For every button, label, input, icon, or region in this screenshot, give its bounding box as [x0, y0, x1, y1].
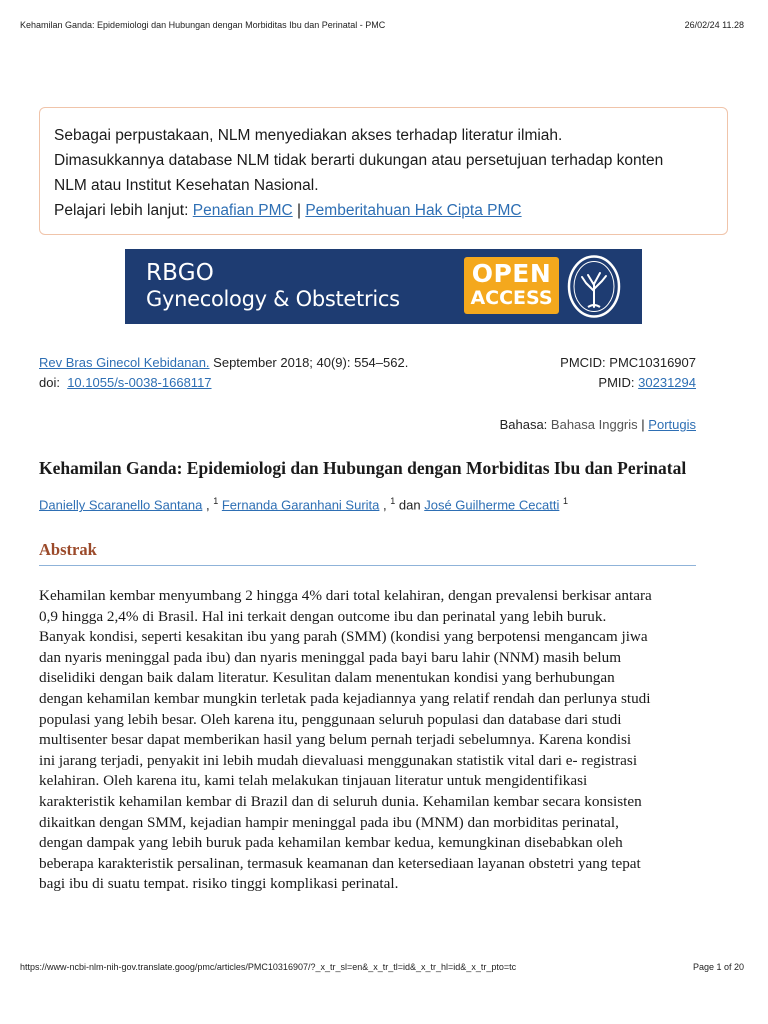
open-access-word-open: OPEN — [471, 259, 552, 288]
journal-name-line-1: RBGO — [146, 260, 215, 286]
nlm-notice-box — [39, 107, 728, 235]
tree-seal-icon — [566, 253, 622, 320]
abstract-line: bagi ibu di suatu tempat. risiko tinggi komplikasi perinatal. — [39, 875, 399, 893]
pmcid: PMCID: PMC10316907 — [560, 355, 696, 370]
author-link-1[interactable]: Danielly Scaranello Santana — [39, 497, 203, 513]
print-footer-page: Page 1 of 20 — [692, 962, 744, 972]
author-link-3[interactable]: José Guilherme Cecatti — [424, 497, 560, 513]
open-access-word-access: ACCESS — [470, 287, 553, 309]
language-selector — [500, 417, 696, 432]
language-current: Bahasa Inggris — [550, 417, 638, 432]
journal-banner[interactable] — [125, 249, 642, 324]
journal-link[interactable]: Rev Bras Ginecol Kebidanan. — [39, 355, 210, 370]
abstract-line: karakteristik kehamilan kembar di Brazil dan di seluruh dunia. Kehamilan kembar secara konsisten — [39, 792, 642, 810]
author-list — [39, 496, 568, 512]
doi-link[interactable]: 10.1055/s-0038-1668117 — [67, 375, 212, 390]
abstract-line: beberapa karakteristik persalinan, termasuk keamanan dan ketersediaan layanan obstetri yang tepat — [39, 854, 641, 872]
abstract-line: dengan kehamilan kembar mungkin terletak pada kejadiannya yang relatif rendah dan perlunya studi — [39, 689, 651, 707]
notice-line-1: Sebagai perpustakaan, NLM menyediakan akses terhadap literatur ilmiah. — [54, 127, 563, 144]
pmid-label: PMID: — [598, 375, 635, 390]
pmc-copyright-link[interactable]: Pemberitahuan Hak Cipta PMC — [305, 202, 522, 219]
pmc-disclaimer-link[interactable]: Penafian PMC — [192, 202, 293, 219]
abstract-line: dan nyaris meninggal pada ibu) dan nyaris meninggal pada bayi baru lahir (NNM) masih belum — [39, 648, 622, 666]
abstract-line: Kehamilan kembar menyumbang 2 hingga 4% dari total kelahiran, dengan prevalensi berkisar antara — [39, 587, 652, 604]
abstract-line: kelahiran. Oleh karena itu, kami telah melakukan tinjauan literatur untuk mengidentifikasi — [39, 772, 588, 790]
abstract-divider — [39, 565, 696, 566]
author-and: dan — [398, 497, 421, 513]
abstract-line: populasi yang lebih besar. Oleh karena itu, penggunaan seluruh populasi dan database dari studi — [39, 710, 622, 728]
print-footer-url: https://www-ncbi-nlm-nih-gov.translate.goog/pmc/articles/PMC10316907/?_x_tr_sl=en&_x_tr_tl=id&_x_tr_hl=id&_x_tr_pto=tc — [20, 962, 517, 972]
citation-line — [39, 355, 696, 370]
link-separator: | — [297, 202, 302, 219]
abstract-line: ini jarang terjadi, penyakit ini lebih mudah dievaluasi menggunakan statistik vital dari e- registrasi — [39, 751, 638, 769]
affiliation-sup[interactable]: 1 — [562, 496, 568, 506]
print-footer — [20, 962, 744, 974]
abstract-heading: Abstrak — [39, 540, 97, 559]
abstract-line: dikaitkan dengan SMM, kejadian hampir meninggal pada ibu (MNM) dan morbiditas perinatal, — [39, 813, 619, 831]
language-separator: | — [641, 417, 645, 432]
abstract-line: Banyak kondisi, seperti kesakitan ibu yang parah (SMM) (kondisi yang berpotensi mengancam jiwa — [39, 628, 648, 646]
affiliation-sup[interactable]: 1 — [213, 496, 219, 506]
doi-label: doi: — [39, 375, 60, 390]
language-portuguese-link[interactable]: Portugis — [648, 417, 696, 432]
journal-name-line-2: Gynecology & Obstetrics — [146, 287, 400, 311]
abstract-line: diselidiki dengan baik dalam literatur. Kesulitan dalam menentukan kondisi yang berhubungan — [39, 669, 615, 687]
citation-details: September 2018; 40(9): 554–562. — [213, 355, 409, 370]
notice-learn-more — [54, 198, 727, 223]
open-access-badge — [464, 257, 559, 314]
article-title: Kehamilan Ganda: Epidemiologi dan Hubungan dengan Morbiditas Ibu dan Perinatal — [39, 458, 687, 478]
author-link-2[interactable]: Fernanda Garanhani Surita — [221, 497, 380, 513]
pmid-block — [598, 375, 696, 390]
learn-more-label: Pelajari lebih lanjut: — [54, 202, 189, 219]
journal-name — [146, 260, 400, 312]
author-comma: , — [205, 497, 210, 513]
abstract-line: dengan dampak yang lebih buruk pada kehamilan kembar kedua, kemungkinan disebabkan oleh — [39, 834, 623, 852]
author-comma: , — [383, 497, 387, 513]
abstract-line: 0,9 hingga 2,4% di Brasil. Hal ini terkait dengan outcome ibu dan perinatal yang lebih buruk. — [39, 607, 607, 625]
affiliation-sup[interactable]: 1 — [390, 496, 396, 506]
pmid-link[interactable]: 30231294 — [638, 375, 696, 390]
print-header — [20, 20, 744, 32]
language-label: Bahasa: — [499, 417, 548, 432]
notice-line-3: NLM atau Institut Kesehatan Nasional. — [54, 177, 319, 194]
notice-line-2: Dimasukkannya database NLM tidak berarti dukungan atau persetujuan terhadap konten — [54, 152, 664, 169]
print-header-datetime: 26/02/24 11.28 — [684, 20, 744, 30]
abstract-line: multisenter besar dapat memberikan hasil yang belum pernah terjadi sebelumnya. Karena kondisi — [39, 731, 632, 749]
print-header-title: Kehamilan Ganda: Epidemiologi dan Hubungan dengan Morbiditas Ibu dan Perinatal - PMC — [20, 20, 386, 30]
abstract-body — [39, 586, 699, 895]
doi-line — [39, 375, 696, 390]
